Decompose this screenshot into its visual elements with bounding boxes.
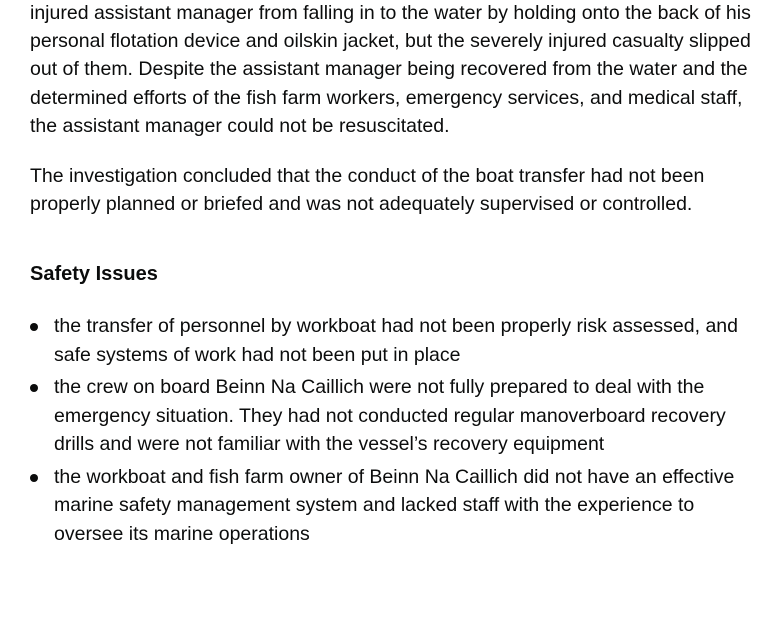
- body-paragraph: injured assistant manager from falling in to the water by holding onto the back of his personal flotation device and oilskin jacket, but the severely injured casualty slipped out of them. Despite the assistant manager being recovered from the water and the determined efforts of the fish farm workers, emergency services, and medical staff, the assistant manager could not be resuscitated.: [30, 2, 751, 137]
- safety-issues-heading: Safety Issues: [30, 263, 158, 286]
- bullet-icon: [30, 384, 38, 392]
- bullet-icon: [30, 474, 38, 482]
- safety-issues-list: [30, 312, 760, 548]
- list-item-text: the crew on board Beinn Na Caillich were not fully prepared to deal with the emergency situation. They had not conducted regular manoverboard recovery drills and were not familiar with the vessel’s recovery equipment: [54, 376, 726, 456]
- conclusion-paragraph: The investigation concluded that the conduct of the boat transfer had not been properly planned or briefed and was not adequately supervised or controlled.: [30, 165, 705, 216]
- list-item: [30, 312, 760, 369]
- list-item: [30, 373, 760, 459]
- list-item-text: the workboat and fish farm owner of Beinn Na Caillich did not have an effective marine safety management system and lacked staff with the experience to oversee its marine operations: [54, 465, 735, 545]
- list-item: [30, 463, 760, 549]
- bullet-icon: [30, 323, 38, 331]
- list-item-text: the transfer of personnel by workboat had not been properly risk assessed, and safe systems of work had not been put in place: [54, 315, 738, 366]
